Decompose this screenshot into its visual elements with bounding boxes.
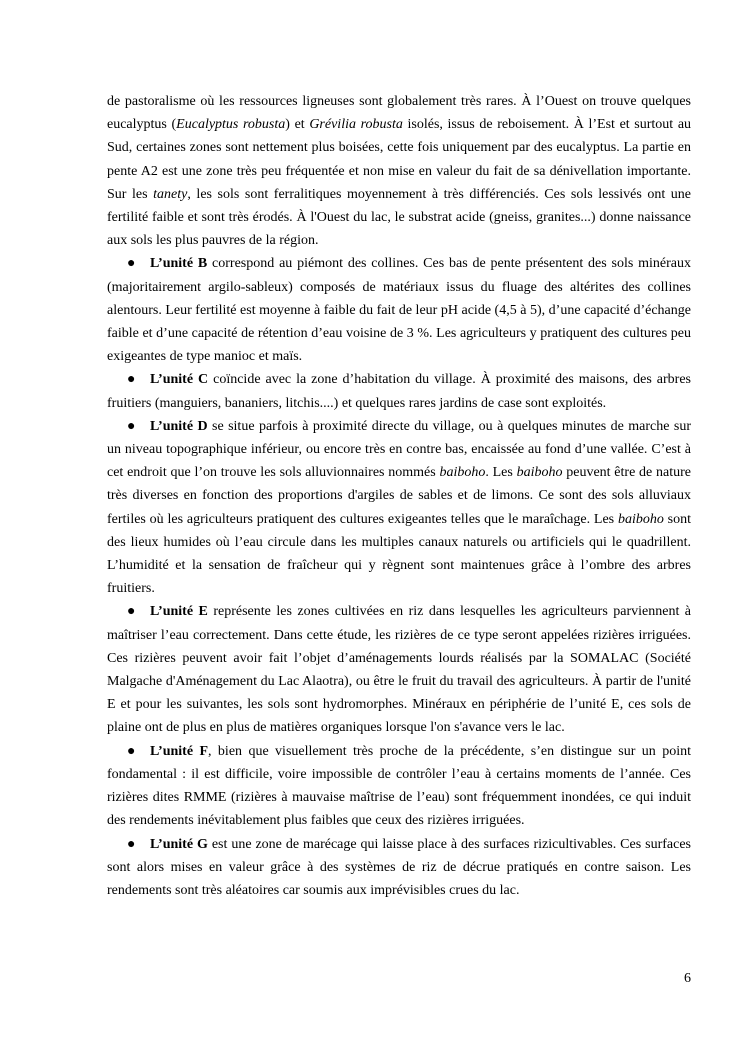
unit-d-title: L’unité D bbox=[150, 418, 208, 434]
unit-b-title: L’unité B bbox=[150, 256, 208, 272]
bullet-icon: ● bbox=[127, 256, 136, 272]
local-term: baiboho bbox=[439, 465, 486, 481]
bullet-icon: ● bbox=[127, 418, 136, 434]
species-name: Grévilia robusta bbox=[309, 117, 403, 133]
unit-b-paragraph: ● L’unité B correspond au piémont des collines. Ces bas de pente présentent des sols minéraux (majoritairement argilo-sableux) composés de matériaux issus du fluage des altérites des collines alentours. Leur fertilité est moyenne à faible du fait de leur pH acide (4,5 à 5), d’une capacité d’échange faible et d’une capacité de rétention d’eau voisine de 3 %. Les agriculteurs y pratiquent des cultures peu exigeantes de type manioc et maïs. bbox=[107, 252, 691, 368]
local-term: baiboho bbox=[617, 511, 664, 527]
bullet-icon: ● bbox=[127, 743, 136, 759]
unit-c-paragraph: ● L’unité C coïncide avec la zone d’habitation du village. À proximité des maisons, des arbres fruitiers (manguiers, bananiers, litchis....) et quelques rares jardins de case sont exploités. bbox=[107, 368, 691, 414]
bullet-icon: ● bbox=[127, 372, 136, 388]
unit-e-paragraph: ● L’unité E représente les zones cultivées en riz dans lesquelles les agriculteurs parviennent à maîtriser l’eau correctement. Dans cette étude, les rizières de ce type seront appelées rizières irriguées. Ces rizières peuvent avoir fait l’objet d’aménagements lourds réalisés par la SOMALAC (Société Malgache d'Aménagement du Lac Alaotra), ou être le fruit du travail des agriculteurs. À partir de l'unité E et pour les suivantes, les sols sont hydromorphes. Minéraux en périphérie de l’unité E, ces sols de plaine ont de plus en plus de matières organiques lorsque l'on s'avance vers le lac. bbox=[107, 600, 691, 739]
local-term: tanety bbox=[153, 186, 188, 202]
species-name: Eucalyptus robusta bbox=[176, 117, 286, 133]
unit-f-paragraph: ● L’unité F, bien que visuellement très proche de la précédente, s’en distingue sur un point fondamental : il est difficile, voire impossible de contrôler l’eau à certains moments de l’année. Ces rizières dites RMME (rizières à mauvaise maîtrise de l’eau) sont fréquemment inondées, ce qui induit des rendements inévitablement plus faibles que ceux des rizières irriguées. bbox=[107, 740, 691, 833]
unit-f-title: L’unité F bbox=[150, 743, 209, 759]
document-body bbox=[107, 90, 691, 902]
intro-paragraph: de pastoralisme où les ressources ligneuses sont globalement très rares. À l’Ouest on trouve quelques eucalyptus (Eucalyptus robusta) et Grévilia robusta isolés, issus de reboisement. À l’Est et surtout au Sud, certaines zones sont nettement plus boisées, cette fois uniquement par des eucalyptus. La partie en pente A2 est une zone très peu fréquentée et non mise en valeur du fait de sa dénivellation importante. Sur les tanety, les sols sont ferralitiques moyennement à très différenciés. Ces sols lessivés ont une fertilité faible et sont très érodés. À l'Ouest du lac, le substrat acide (gneiss, granites...) donne naissance aux sols les plus pauvres de la région. bbox=[107, 94, 692, 249]
page-number: 6 bbox=[684, 971, 691, 986]
unit-d-paragraph: ● L’unité D se situe parfois à proximité directe du village, ou à quelques minutes de marche sur un niveau topographique inférieur, ou encore très en contre bas, encaissée au fond d’une vallée. C’est à cet endroit que l’on trouve les sols alluvionnaires nommés baiboho. Les baiboho peuvent être de nature très diverses en fonction des proportions d'argiles de sables et de limons. Ce sont des sols alluviaux fertiles où les agriculteurs pratiquent des cultures exigeantes telles que le maraîchage. Les baiboho sont des lieux humides où l’eau circule dans les multiples canaux naturels ou artificiels qui le quadrillent. L’humidité et la sensation de fraîcheur qui y règnent sont maintenues grâce à l’ombre des arbres fruitiers. bbox=[107, 415, 691, 601]
local-term: baiboho bbox=[516, 465, 563, 481]
bullet-icon: ● bbox=[127, 836, 136, 852]
unit-g-paragraph: ● L’unité G est une zone de marécage qui laisse place à des surfaces rizicultivables. Ces surfaces sont alors mises en valeur grâce à des systèmes de riz de décrue pratiqués en contre saison. Les rendements sont très aléatoires car soumis aux imprévisibles crues du lac. bbox=[107, 833, 691, 903]
unit-c-title: L’unité C bbox=[150, 372, 209, 388]
unit-e-title: L’unité E bbox=[150, 604, 208, 620]
bullet-icon: ● bbox=[127, 604, 136, 620]
unit-g-title: L’unité G bbox=[150, 836, 208, 852]
